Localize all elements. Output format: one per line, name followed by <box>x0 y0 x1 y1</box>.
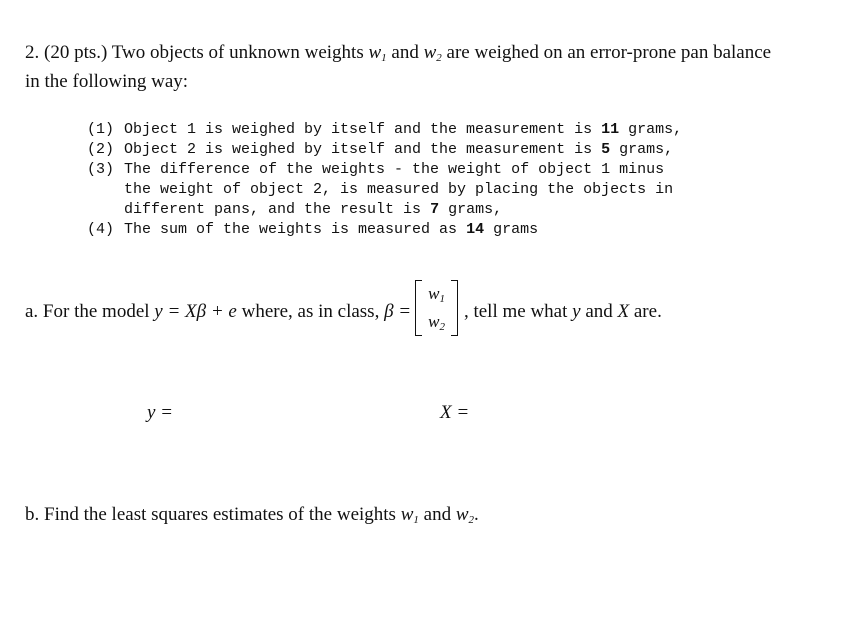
part-a-prefix: a. For the model <box>25 301 150 322</box>
weight-w2: $w_2$ <box>423 42 442 64</box>
list-item: (4) The sum of the weights is measured as 14 grams <box>87 221 539 238</box>
list-item: (1) Object 1 is weighed by itself and the measurement is 11 grams, <box>87 121 683 138</box>
comma: , <box>463 301 469 322</box>
list-item-continuation: the weight of object 2, is measured by placing the objects in <box>124 181 674 198</box>
problem-statement-line-1 <box>25 42 771 64</box>
part-a-end: are. <box>633 301 662 322</box>
model-equation: y = Xβ + e <box>154 301 237 322</box>
list-item-continuation: different pans, and the result is 7 grams, <box>124 201 503 218</box>
weight-w1: $w_1$ <box>400 504 419 526</box>
part-a-mid: where, as in class, <box>241 301 380 322</box>
beta-label: β = <box>384 301 412 322</box>
and-word: and <box>585 301 613 322</box>
weight-w2: $w_2$ <box>455 504 475 526</box>
and-word: and <box>423 504 452 525</box>
y-answer-label: y = <box>147 402 174 423</box>
measurement-list <box>87 120 682 240</box>
matrix-entry-w1: $w_1$ <box>428 283 445 305</box>
problem-intro: 2. (20 pts.) Two objects of unknown weights <box>25 42 364 63</box>
list-item: (2) Object 2 is weighed by itself and the measurement is 5 grams, <box>87 141 674 158</box>
problem-intro-end: are weighed on an error-prone pan balance <box>446 42 772 63</box>
and-word: and <box>391 42 419 63</box>
period: . <box>474 504 479 525</box>
part-b-question <box>25 504 479 526</box>
x-answer-label: X = <box>440 402 470 423</box>
y-symbol: y <box>572 301 581 322</box>
right-bracket <box>451 280 458 336</box>
x-symbol: X <box>617 301 630 322</box>
part-b-text: b. Find the least squares estimates of the weights <box>25 504 396 525</box>
matrix-entry-w2: $w_2$ <box>428 311 445 333</box>
weight-w1: $w_1$ <box>368 42 387 64</box>
part-a-question <box>25 284 662 340</box>
problem-statement-line-2: in the following way: <box>25 71 189 92</box>
part-a-suffix: tell me what <box>473 301 568 322</box>
beta-matrix <box>415 280 458 336</box>
left-bracket <box>415 280 422 336</box>
list-item: (3) The difference of the weights - the weight of object 1 minus <box>87 161 665 178</box>
